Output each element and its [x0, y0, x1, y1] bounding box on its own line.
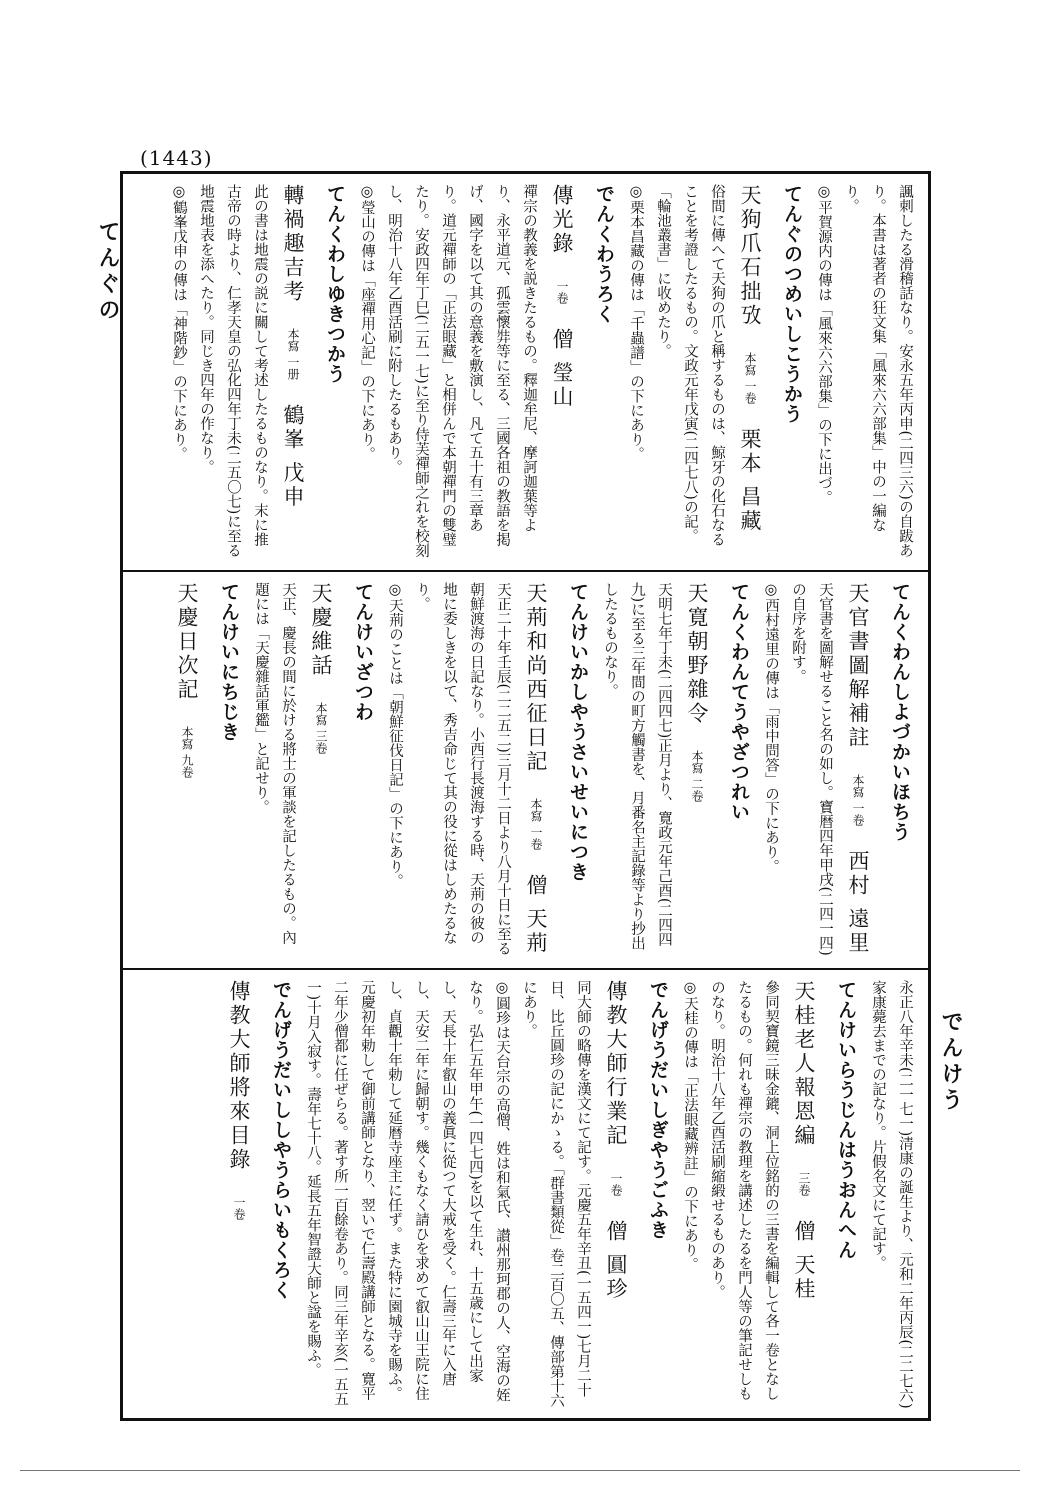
entry-volume: 三卷 [797, 1172, 811, 1196]
entry-volume: 本寫 一卷 [529, 798, 543, 850]
entry-title-row [301, 582, 341, 958]
biography-note: ◎西村遠里の傳は「雨中問答」の下にあり。 [763, 582, 779, 874]
entry-title: 傳光錄 [550, 184, 574, 256]
entry-volume: 本寫 一卷 [851, 774, 865, 826]
entry-title: 傳教大師行業記 [604, 980, 628, 1148]
entry-description: 俗間に傳へて天狗の爪と稱するものは、鯨牙の化石なることを考證したるもの。文政元年戊寅(二四七八)の記。「輪池叢書」に收めたり。 [655, 184, 725, 547]
entry-description: 天正二十年壬辰(二二五二)三月十二日より八月十日に至る朝鮮渡海の日記なり。小西行長渡海する時、天荊の彼の地に委しきを以て、秀吉命じて其の役に從はしめたるなり。 [414, 582, 511, 956]
entry-title-row [838, 582, 878, 958]
entry-title-row [596, 980, 636, 1410]
page-frame [120, 171, 931, 1421]
entry-description: 天明七年丁未(二四四七)正月より、寛政元年己酉(二四四九)に至る三年間の町方觸書を、月番名主記錄等より抄出したるものなり。 [602, 582, 672, 951]
entry-heading: てんくわしゆきつかう [324, 184, 346, 384]
entry-volume: 本寫 一卷 [743, 352, 757, 404]
band-middle [123, 570, 928, 968]
entry-author: 僧 圓珍 [604, 1220, 628, 1302]
entry-heading: てんけいらうじんはうおんへん [835, 980, 857, 1260]
entry-description: 永正八年辛未(二一七一)清康の誕生より、元和二年丙辰(二二七六)家康薨去までの記なり。片假名文にて記す。 [870, 980, 913, 1409]
entry-heading: でんげうだいしぎやうごふき [647, 980, 669, 1240]
entry-title: 天荊和尚西征日記 [524, 582, 548, 774]
entry-title-row [273, 184, 313, 560]
entry-description: 此の書は地震の説に關して考述したるものなり。末に推古帝の時より、仁孝天皇の弘化四年丁未(二五〇七)に至る地震地表を添へたり。同じき四年の作なり。 [198, 184, 268, 558]
entry-heading: てんくわんしよづかいほちう [889, 582, 911, 842]
biography-note: ◎鶴峯戊申の傳は「神階鈔」の下にあり。 [171, 184, 187, 461]
entry-title: 天寛朝野雜令 [685, 582, 709, 726]
band-top [123, 174, 928, 570]
band-bottom-text [133, 980, 918, 1410]
entry-volume: 一卷 [609, 1172, 623, 1196]
page-number: (1443) [140, 146, 213, 170]
biography-note: ◎天荊のことは「朝鮮征伐日記」の下にあり。 [387, 582, 403, 888]
entry-author: 鶴峯 戊申 [281, 403, 305, 510]
entry-heading: てんくわんてうやざつれい [728, 582, 750, 822]
entry-title: 天官書圖解補註 [846, 582, 870, 750]
entry-author: 僧 瑩山 [550, 328, 574, 410]
entry-volume: 一卷 [232, 1196, 246, 1220]
entry-title: 天慶日次記 [175, 582, 199, 702]
entry-description: 禪宗の教義を説きたるもの。釋迦牟尼、摩訶迦葉等より、永平道元、孤雲懷弉等に至る、三國各祖の教語を掲げ、國字を以て其の意義を敷演し、凡て五十有三章あり。道元禪師の「正法眼藏」と相併んで本朝禪門の雙璧たり。安政四年丁巳(二五一七)に至り侍芙禪師之れを校刻し、明治十八年乙酉活刷に附したるもあり。 [386, 184, 537, 558]
entry-title-row [730, 184, 770, 560]
entry-author: 西村 遠里 [846, 849, 870, 956]
entry-title-row [219, 980, 259, 1410]
footer-rule [20, 1470, 1020, 1471]
entry-title-row [542, 184, 582, 560]
entry-volume: 本寫 九卷 [180, 726, 194, 778]
entry-description: 諷刺したる滑稽話なり。安永五年丙申(二四三六)の自跋あり。本書は著者の狂文集「風來六六部集」中の一編なり。 [843, 184, 913, 558]
band-middle-text [133, 582, 918, 958]
biography-note: ◎平賀源内の傳は「風來六六部集」の下に出づ。 [816, 184, 832, 505]
entry-title: 天狗爪石拙攷 [738, 184, 762, 328]
entry-heading: てんけいにちじき [218, 582, 240, 742]
entry-volume: 一卷 [555, 280, 569, 304]
entry-title-row [167, 582, 207, 958]
biography-note: ◎天桂の傳は「正法眼藏辨註」の下にあり。 [682, 980, 698, 1272]
entry-heading: でんげうだいししやうらいもくろく [270, 980, 292, 1300]
entry-title: 轉禍趣吉考 [281, 184, 305, 304]
entry-volume: 本寫 三卷 [314, 702, 328, 754]
entry-heading: てんけいかしやうさいせいにつき [567, 582, 589, 882]
entry-title-row [784, 980, 824, 1410]
entry-title: 天慶維話 [309, 582, 333, 678]
entry-description: 天正、慶長の間に於ける將士の軍談を記したるもの。內題には「天慶雜話軍鑑」と記せり。 [253, 582, 296, 945]
biography-note: ◎瑩山の傳は「座禪用心記」の下にあり。 [359, 184, 375, 461]
side-label-dengeu: でんけう [938, 1010, 963, 1114]
side-label-tenguno: てんぐの [95, 220, 120, 324]
entry-description: 天官書を圖解せること名の如し。寶暦四年甲戌(二四一四)の自序を附す。 [790, 582, 833, 956]
entry-heading: でんくわうろく [593, 184, 615, 324]
entry-author: 僧 天荊 [524, 873, 548, 956]
biography-note: ◎栗本昌藏の傳は「千蟲譜」の下にあり。 [628, 184, 644, 461]
entry-description: 同大師の略傳を漢文にて記す。元慶五年辛丑(一五四一)七月二十日、比丘圓珍の記にかゝる。「群書類從」卷二百〇五、傳部第十六にあり。 [521, 980, 591, 1408]
biography-note: ◎圓珍は天台宗の高僧、姓は和氣氏、讃州那珂郡の人、空海の姪なり。弘仁五年甲午(一四七四)を以て生れ、十五歳にして出家し、天長十年叡山の義眞に從つて大戒を受く。仁壽三年に入唐し、天安二年に歸朝す。幾くもなく請ひを求めて叡山山王院に住し、貞觀十年勅して延暦寺座主に任ず。また特に園城寺を賜ふ。元慶初年勅して御前講師となり、翌いで仁壽殿講師となる。寛平二年少僧都に任ぜらる。著す所一百餘卷あり。同三年辛亥(一五五一)十月入寂す。壽年七十八。延長五年智證大師と諡を賜ふ。 [305, 980, 510, 1407]
entry-title-row [677, 582, 717, 958]
entry-author: 栗本 昌藏 [738, 427, 762, 534]
band-top-text [133, 184, 918, 560]
entry-description: 參同契寶鏡三昧金鎞、洞上位銘的の三書を編輯して各一卷となしたるもの。何れも禪宗の教理を講述したるを門人等の筆記せしものなり。明治十八年乙酉活刷縮緞せるものあり。 [709, 980, 779, 1401]
entry-heading: てんけいざつわ [352, 582, 374, 722]
entry-title-row [516, 582, 556, 958]
entry-volume: 本寫 一册 [286, 328, 300, 380]
band-bottom [123, 968, 928, 1420]
entry-title: 傳教大師將來目錄 [227, 980, 251, 1172]
entry-heading: てんぐのつめいしこうかう [781, 184, 803, 424]
entry-volume: 本寫 二卷 [690, 750, 704, 802]
entry-author: 僧 天桂 [792, 1220, 816, 1302]
entry-title: 天桂老人報恩編 [792, 980, 816, 1148]
